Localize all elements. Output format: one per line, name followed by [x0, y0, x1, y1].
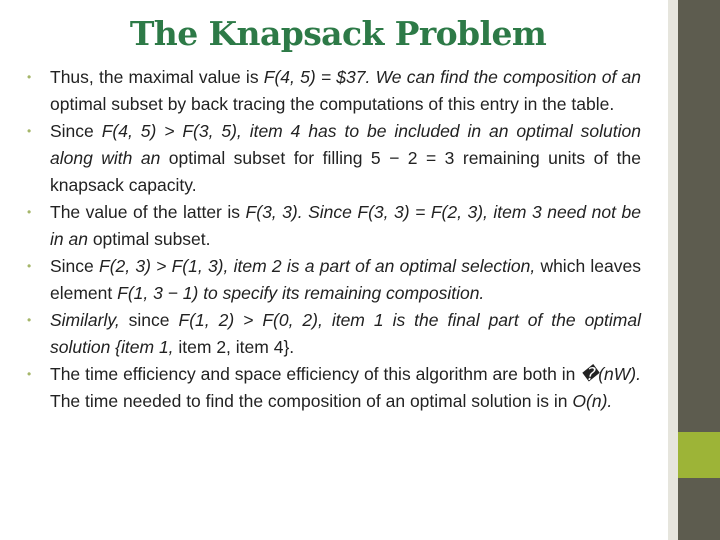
- bullet-text: optimal subset.: [92, 229, 211, 249]
- bullet-italic-text: O(n).: [572, 391, 613, 411]
- bullet-item-6: [27, 361, 641, 415]
- bullet-text: optimal subset by back tracing the computations of this entry in the table.: [50, 94, 615, 114]
- bullet-marker: •: [27, 205, 32, 219]
- bullet-italic-text: F(1, 2) > F(0, 2), item 1 is the final part of the optimal solution {item 1,: [50, 310, 641, 357]
- bullet-italic-text: Similarly,: [50, 310, 129, 330]
- bullet-marker: •: [27, 367, 32, 381]
- bullet-italic-text: F(4, 5) > F(3, 5), item 4 has to be included in an optimal solution along with an: [50, 121, 642, 168]
- bullet-italic-text: F(2, 3) > F(1, 3), item 2 is a part of an optimal selection,: [99, 256, 541, 276]
- bullet-text: Since: [50, 121, 102, 141]
- sidebar-light-strip: [668, 0, 678, 540]
- bullet-item-4: [27, 253, 641, 307]
- bullet-text: The value of the latter is: [50, 202, 246, 222]
- bullet-list: [27, 64, 641, 415]
- bullet-item-5: [27, 307, 641, 361]
- slide-title: The Knapsack Problem: [129, 14, 547, 53]
- bullet-italic-text: F(1, 3 − 1) to specify its remaining composition.: [117, 283, 485, 303]
- bullet-italic-text: F(3, 3). Since F(3, 3) = F(2, 3), item 3 need not be in an: [50, 202, 641, 249]
- decorative-sidebar: [664, 0, 720, 540]
- bullet-italic-text: �(nW).: [580, 364, 641, 384]
- bullet-marker: •: [27, 70, 32, 84]
- bullet-text: which leaves element: [50, 256, 641, 303]
- bullet-italic-text: F(4, 5) = $37. We can find the composition of an: [263, 67, 641, 87]
- bullet-text: item 2, item 4}.: [178, 337, 295, 357]
- bullet-text: The time efficiency and space efficiency of this algorithm are both in: [50, 364, 581, 384]
- bullet-item-3: [27, 199, 641, 253]
- bullet-text: since: [128, 310, 179, 330]
- bullet-text: optimal subset for filling 5 − 2 = 3 remaining units of the knapsack capacity.: [50, 148, 641, 195]
- bullet-item-2: [27, 118, 641, 199]
- bullet-text: Since: [50, 256, 100, 276]
- bullet-marker: •: [27, 124, 32, 138]
- bullet-marker: •: [27, 313, 32, 327]
- sidebar-accent-box: [678, 432, 720, 478]
- bullet-text: Thus, the maximal value is: [50, 67, 264, 87]
- bullet-marker: •: [27, 259, 32, 273]
- bullet-item-1: [27, 64, 641, 118]
- bullet-text: The time needed to find the composition of an optimal solution is in: [50, 391, 573, 411]
